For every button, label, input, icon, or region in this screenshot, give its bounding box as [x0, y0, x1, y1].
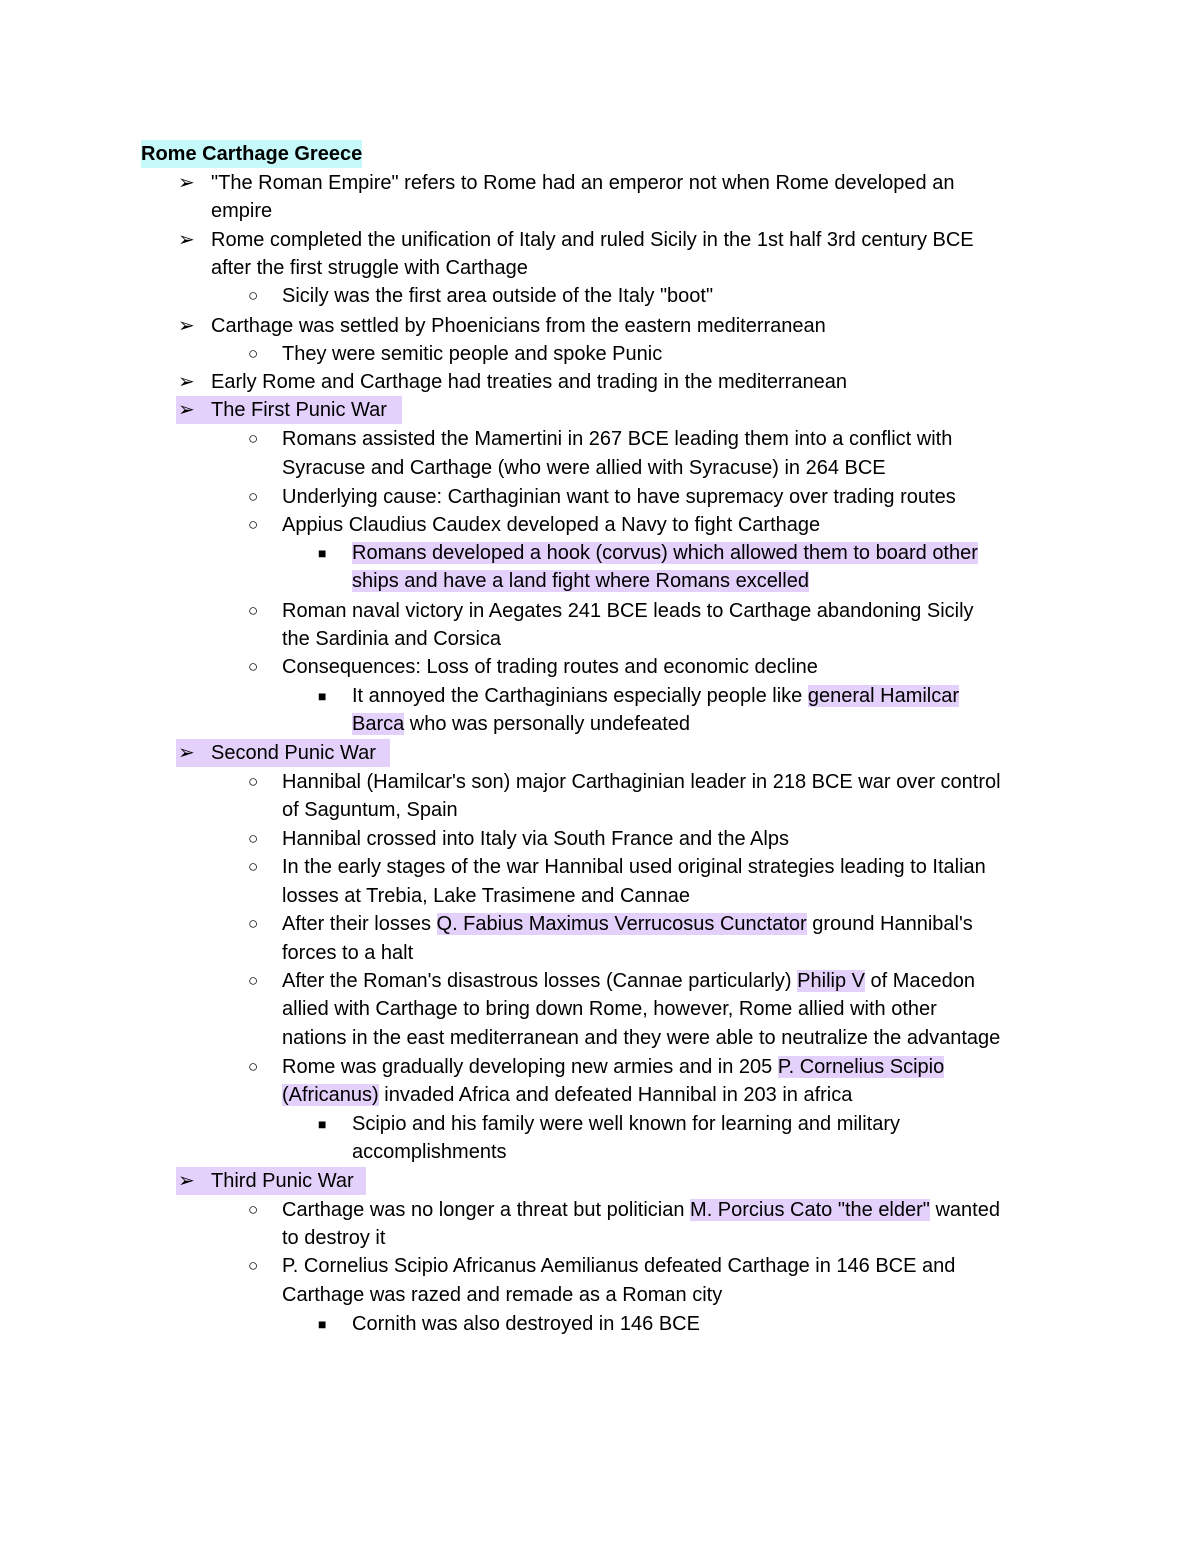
circle-bullet: ○: [248, 286, 259, 305]
note-line: Hannibal crossed into Italy via South France and the Alps: [282, 828, 789, 850]
note-line: allied with Carthage to bring down Rome, however, Rome allied with other: [282, 998, 937, 1020]
line-text: wanted: [929, 1199, 1000, 1221]
circle-bullet: ○: [248, 829, 259, 848]
line-text: ground Hannibal's: [806, 913, 973, 935]
square-bullet: ■: [318, 688, 327, 704]
note-line: Rome completed the unification of Italy and ruled Sicily in the 1st half 3rd century BCE: [211, 229, 974, 251]
note-line: Appius Claudius Caudex developed a Navy to fight Carthage: [282, 514, 821, 536]
arrow-bullet: ➢: [178, 742, 195, 764]
line-text: It annoyed the Carthaginians especially people like: [352, 685, 808, 707]
circle-bullet: ○: [248, 657, 259, 676]
note-line: Early Rome and Carthage had treaties and trading in the mediterranean: [211, 371, 847, 393]
arrow-bullet: ➢: [178, 1170, 195, 1192]
note-line: [352, 710, 690, 738]
section-heading-second-punic-war: Second Punic War: [211, 742, 376, 764]
circle-bullet: ○: [248, 1200, 259, 1219]
circle-bullet: ○: [248, 971, 259, 990]
document-title: Rome Carthage Greece: [141, 140, 362, 168]
line-text: After their losses: [282, 913, 437, 935]
note-line: Carthage was settled by Phoenicians from the eastern mediterranean: [211, 315, 826, 337]
note-line: [282, 967, 975, 995]
highlighted-text: general Hamilcar: [807, 685, 960, 707]
note-line: They were semitic people and spoke Punic: [282, 343, 663, 365]
square-bullet: ■: [318, 1116, 327, 1132]
note-line: [282, 1196, 1000, 1224]
circle-bullet: ○: [248, 857, 259, 876]
circle-bullet: ○: [248, 344, 259, 363]
highlighted-text: M. Porcius Cato "the elder": [690, 1199, 930, 1221]
circle-bullet: ○: [248, 772, 259, 791]
circle-bullet: ○: [248, 429, 259, 448]
highlighted-text: Philip V: [797, 970, 865, 992]
note-line: of Saguntum, Spain: [282, 799, 458, 821]
note-line: Romans assisted the Mamertini in 267 BCE leading them into a conflict with: [282, 428, 953, 450]
note-line: empire: [211, 200, 273, 222]
square-bullet: ■: [318, 545, 327, 561]
line-text: After the Roman's disastrous losses (Cannae particularly): [282, 970, 798, 992]
line-text: of Macedon: [864, 970, 976, 992]
note-line: [352, 567, 809, 595]
note-line: Syracuse and Carthage (who were allied with Syracuse) in 264 BCE: [282, 457, 886, 479]
square-bullet: ■: [318, 1316, 327, 1332]
line-text: Carthage was no longer a threat but politician: [282, 1199, 691, 1221]
note-line: Hannibal (Hamilcar's son) major Carthaginian leader in 218 BCE war over control: [282, 771, 1001, 793]
highlighted-text: P. Cornelius Scipio: [777, 1056, 945, 1078]
note-line: the Sardinia and Corsica: [282, 628, 502, 650]
note-line: [352, 539, 978, 567]
note-line: forces to a halt: [282, 942, 414, 964]
circle-bullet: ○: [248, 487, 259, 506]
note-line: to destroy it: [282, 1227, 386, 1249]
note-line: [282, 1053, 944, 1081]
note-line: [282, 1081, 852, 1109]
circle-bullet: ○: [248, 515, 259, 534]
highlighted-text: Q. Fabius Maximus Verrucosus Cunctator: [436, 913, 807, 935]
note-line: "The Roman Empire" refers to Rome had an emperor not when Rome developed an: [211, 172, 955, 194]
circle-bullet: ○: [248, 914, 259, 933]
note-line: Cornith was also destroyed in 146 BCE: [352, 1313, 700, 1335]
note-line: Scipio and his family were well known for learning and military: [352, 1113, 901, 1135]
note-line: accomplishments: [352, 1141, 507, 1163]
line-text: who was personally undefeated: [404, 713, 690, 735]
arrow-bullet: ➢: [178, 399, 195, 421]
arrow-bullet: ➢: [178, 229, 195, 251]
note-line: losses at Trebia, Lake Trasimene and Cannae: [282, 885, 691, 907]
note-line: nations in the east mediterranean and they were able to neutralize the advantage: [282, 1027, 1001, 1049]
highlighted-text: (Africanus): [282, 1084, 379, 1106]
note-line: Carthage was razed and remade as a Roman city: [282, 1284, 723, 1306]
arrow-bullet: ➢: [178, 371, 195, 393]
circle-bullet: ○: [248, 1256, 259, 1275]
note-line: Underlying cause: Carthaginian want to have supremacy over trading routes: [282, 486, 956, 508]
note-line: Sicily was the first area outside of the Italy "boot": [282, 285, 714, 307]
highlighted-text: Barca: [352, 713, 405, 735]
highlighted-text: ships and have a land fight where Romans excelled: [352, 570, 809, 592]
note-line: Consequences: Loss of trading routes and economic decline: [282, 656, 818, 678]
note-line: Roman naval victory in Aegates 241 BCE leads to Carthage abandoning Sicily: [282, 600, 974, 622]
section-heading-third-punic-war: Third Punic War: [211, 1170, 354, 1192]
note-line: P. Cornelius Scipio Africanus Aemilianus defeated Carthage in 146 BCE and: [282, 1255, 956, 1277]
note-line: [352, 682, 959, 710]
arrow-bullet: ➢: [178, 172, 195, 194]
arrow-bullet: ➢: [178, 315, 195, 337]
circle-bullet: ○: [248, 601, 259, 620]
highlighted-text: Romans developed a hook (corvus) which allowed them to board other: [352, 542, 978, 564]
note-line: after the first struggle with Carthage: [211, 257, 528, 279]
line-text: Rome was gradually developing new armies and in 205: [282, 1056, 778, 1078]
section-heading-first-punic-war: The First Punic War: [211, 399, 387, 421]
note-line: In the early stages of the war Hannibal used original strategies leading to Italian: [282, 856, 986, 878]
line-text: invaded Africa and defeated Hannibal in 203 in africa: [378, 1084, 853, 1106]
circle-bullet: ○: [248, 1057, 259, 1076]
note-line: [282, 910, 973, 938]
